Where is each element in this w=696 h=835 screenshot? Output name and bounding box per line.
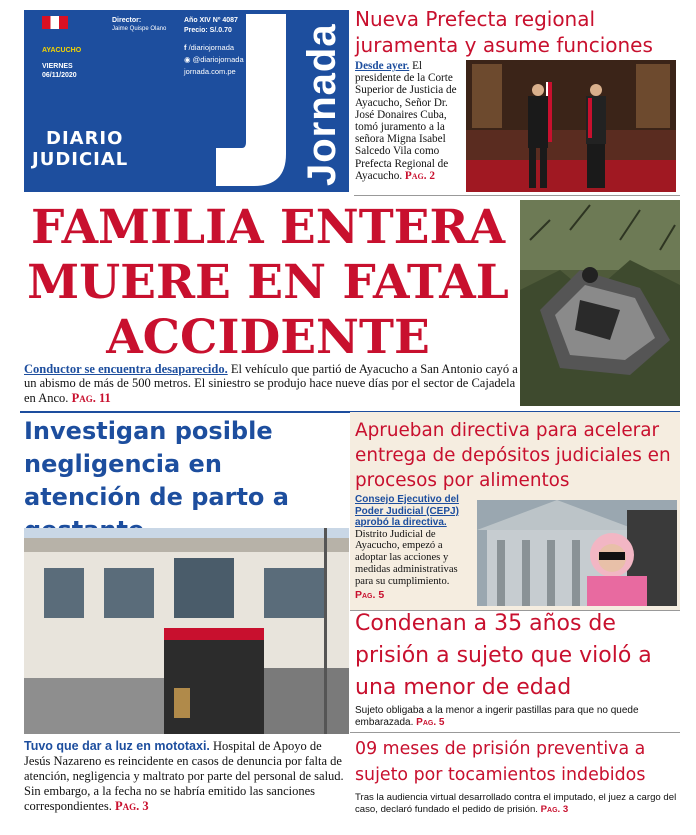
directiva-headline[interactable]: Aprueban directiva para acelerar entrega de depósitos judiciales en procesos por alimentos — [355, 420, 671, 491]
twitter-icon: ◉ — [184, 55, 191, 64]
jornada-logo-word: Jornada — [300, 23, 344, 186]
prefecta-lead: Desde ayer. — [355, 60, 410, 72]
court-building-photo — [477, 500, 677, 606]
condena-page-ref[interactable]: Pag. 5 — [416, 717, 445, 728]
masthead — [24, 10, 349, 192]
accidente-headline-line1: FAMILIA ENTERA — [30, 200, 506, 255]
brand-diario-judicial — [32, 128, 192, 170]
directiva-body: Distrito Judicial de Ayacucho, empezó a adoptar las acciones y medidas administrativas para su cumplimiento. — [355, 528, 458, 587]
negligencia-lead: Tuvo que dar a luz en mototaxi. — [24, 739, 210, 753]
condena-text — [355, 705, 680, 729]
facebook-icon: f — [184, 43, 187, 52]
issue-number: Año XIV Nº 4087 — [184, 17, 238, 24]
directiva-page-ref[interactable]: Pag. 5 — [355, 589, 385, 602]
tocamientos-body: Tras la audiencia virtual desarrollado contra el imputado, el juez a cargo del caso, declaró fundado el pedido de prisión. — [355, 792, 677, 815]
issue-price: Precio: S/.0.70 — [184, 27, 232, 34]
negligencia-page-ref[interactable]: Pag. 3 — [114, 799, 149, 813]
negligencia-text — [24, 739, 349, 814]
condena-body: Sujeto obligaba a la menor a ingerir pastillas para que no quede embarazada. — [355, 705, 639, 728]
brand-line-diario: DIARIO — [46, 128, 124, 149]
hospital-photo — [24, 528, 349, 734]
masthead-city: AYACUCHO — [42, 47, 82, 54]
accidente-wreck-photo — [520, 200, 680, 406]
accidente-text — [24, 362, 519, 405]
condena-headline[interactable]: Condenan a 35 años de prisión a sujeto que violó a una menor de edad — [355, 611, 652, 700]
prefecta-headline[interactable]: Nueva Prefecta regional juramenta y asume funciones — [355, 7, 653, 57]
masthead-date: 06/11/2020 — [42, 72, 77, 79]
prefecta-page-ref[interactable]: Pag. 2 — [404, 169, 435, 182]
accidente-headline-line2: MUERE EN FATAL — [27, 255, 509, 310]
peru-flag-icon — [42, 16, 68, 29]
masthead-weekday: VIERNES — [42, 63, 73, 70]
accidente-lead: Conductor se encuentra desaparecido. — [24, 362, 228, 376]
director-label: Director: — [112, 17, 142, 24]
accidente-page-ref[interactable]: Pag. 11 — [71, 390, 111, 405]
jornada-j-logo-icon — [216, 14, 292, 190]
director-name: Jaime Quispe Olano — [112, 26, 167, 32]
accidente-body: El vehículo que partió de Ayacucho a San Antonio cayó a un abismo de más de 500 metros. El siniestro se produjo hace nueve días por el sector de Cajadela en Anco. — [24, 362, 518, 405]
prefecta-body: El presidente de la Corte Superior de Justicia de Ayacucho, Señor Dr. José Donaires Cuba, tomó juramento a la señora Migna Isabel Salcedo Vila como Prefecta Regional de Ayacucho. — [355, 60, 457, 182]
negligencia-body: Hospital de Apoyo de Jesús Nazareno es reincidente en casos de denuncia por falta de atención, negligencia y maltrato por parte del personal de salud. Sin embargo, a la fecha no se habría emitido las sanciones correspondientes. — [24, 739, 344, 813]
directiva-lead: Consejo Ejecutivo del Poder Judicial (CEPJ) aprobó la directiva. — [355, 494, 459, 528]
tocamientos-page-ref[interactable]: Pag. 3 — [540, 804, 569, 815]
accidente-headline[interactable] — [20, 200, 516, 365]
negligencia-headline[interactable]: Investigan posible negligencia en atención de parto a — [24, 417, 289, 511]
directiva-text — [355, 494, 475, 602]
accidente-headline-line3: ACCIDENTE — [106, 310, 430, 365]
prefecta-text — [355, 60, 460, 182]
website-link[interactable]: jornada.com.pe — [184, 67, 236, 76]
tocamientos-headline[interactable]: 09 meses de prisión preventiva a sujeto por tocamientos indebidos — [355, 739, 646, 785]
facebook-handle: /diariojornada — [188, 43, 235, 52]
twitter-handle: @diariojornada — [192, 55, 244, 64]
tocamientos-text — [355, 792, 680, 816]
brand-line-judicial: JUDICIAL — [32, 149, 129, 170]
prefecta-ceremony-photo — [466, 60, 676, 192]
